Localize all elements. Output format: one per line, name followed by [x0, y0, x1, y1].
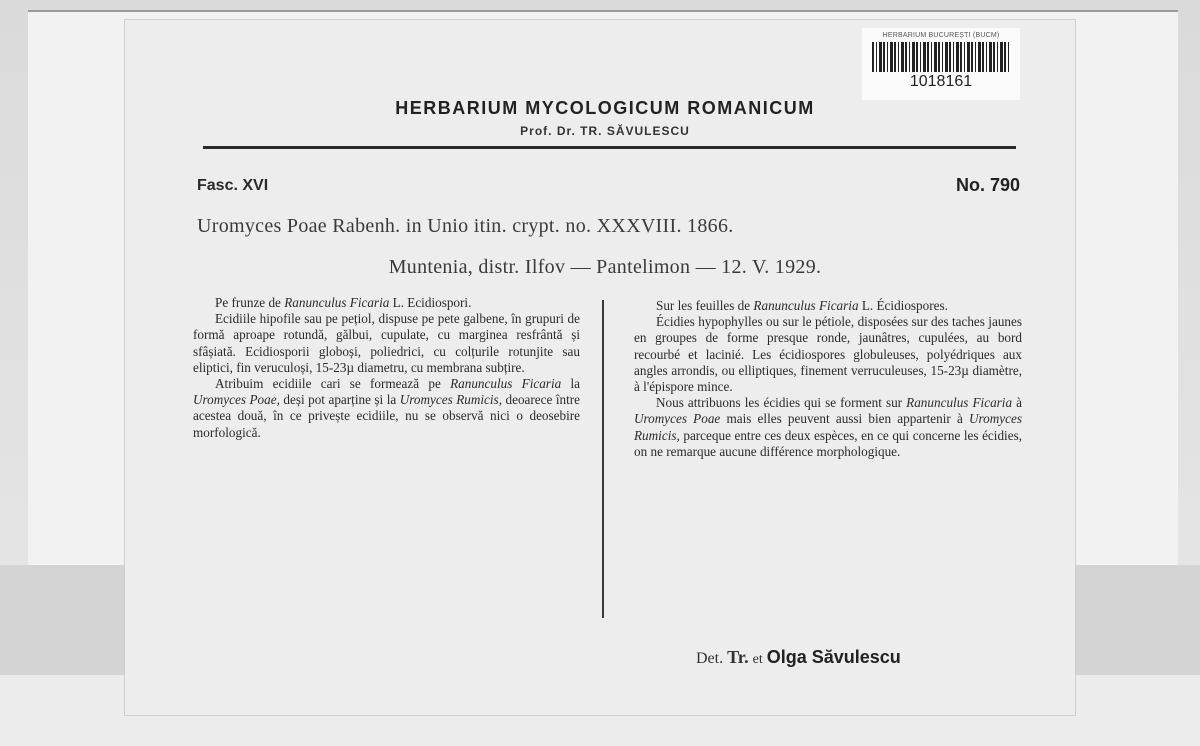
- description-paragraph: Pe frunze de Ranunculus Ficaria L. Ecidiospori.: [215, 295, 472, 310]
- determiner-first: Tr.: [727, 647, 749, 667]
- description-paragraph: Écidies hypophylles ou sur le pétiole, disposées sur des taches jaunes en groupes de forme presque ronde, jaunâtres, cupulées, au bord recourbé et lacinié. Les écidiospores globuleuses, polyédriques aux angles arrondis, ou elliptiques, finement verruculeuses, 15-23µ diamètre, à l'épispore mince.: [634, 314, 1022, 395]
- determiner-line: [696, 647, 1020, 668]
- species-name: Uromyces Poae Rabenh. in Unio itin. crypt. no. XXXVIII. 1866.: [197, 215, 734, 237]
- romanian-description: [193, 295, 580, 441]
- genus-name: Uromyces Poae: [634, 411, 721, 427]
- herbarium-subtitle: Prof. Dr. TR. SĂVULESCU: [520, 124, 690, 138]
- host-name: Ranunculus Ficaria: [450, 376, 562, 392]
- host-name: Ranunculus Ficaria: [284, 295, 390, 310]
- collection-locality: Muntenia, distr. Ilfov — Pantelimon — 12. V. 1929.: [388, 256, 822, 278]
- barcode-label: [862, 28, 1020, 100]
- description-paragraph: Nous attribuons les écidies qui se forment sur Ranunculus Ficaria à Uromyces Poae mais elles peuvent aussi bien appartenir à Uromyces Rumicis, parceque entre ces deux espèces, en ce qui concerne les écidies, on ne remarque aucune différence morphologique.: [634, 395, 1022, 459]
- column-divider: [602, 300, 604, 618]
- description-paragraph: Sur les feuilles de Ranunculus Ficaria L. Écidiospores.: [656, 298, 948, 313]
- exsiccata-number: No. 790: [955, 175, 1020, 195]
- barcode-institution: HERBARIUM BUCUREȘTI (BUCM): [882, 32, 1000, 39]
- determiner-conjunction: et: [752, 652, 763, 667]
- header-divider: [203, 146, 1016, 149]
- determiner-second: Olga Săvulescu: [766, 647, 901, 667]
- barcode-number: 1018161: [909, 73, 973, 90]
- description-paragraph: Atribuim ecidiile cari se formează pe Ranunculus Ficaria la Uromyces Poae, deși pot aparține și la Uromyces Rumicis, deoarece între acestea două, în ce privește ecidiile, nu se observă nici o deosebire morfologică.: [193, 376, 581, 440]
- barcode-icon: [872, 42, 1010, 72]
- genus-name: Uromyces Poae,: [193, 392, 280, 408]
- fascicle-label: Fasc. XVI: [197, 177, 269, 194]
- host-name: Ranunculus Ficaria: [753, 298, 859, 313]
- herbarium-title: HERBARIUM MYCOLOGICUM ROMANICUM: [395, 98, 815, 118]
- host-name: Ranunculus Ficaria: [906, 395, 1013, 411]
- genus-name: Uromyces Rumicis,: [634, 411, 1022, 443]
- determiner-prefix: Det.: [696, 650, 724, 667]
- genus-name: Uromyces Rumicis,: [399, 392, 502, 408]
- french-description: [634, 298, 1022, 460]
- description-paragraph: Ecidiile hipofile sau pe pețiol, dispuse pe pete galbene, în grupuri de formă aproape rotundă, gălbui, cupulate, cu marginea resfrântă și sfâșiată. Ecidiosporii globoși, poliedrici, cu colțurile rotunjite sau eliptici, fin veruculoși, 15-23µ diametru, cu membrana subțire.: [193, 311, 580, 375]
